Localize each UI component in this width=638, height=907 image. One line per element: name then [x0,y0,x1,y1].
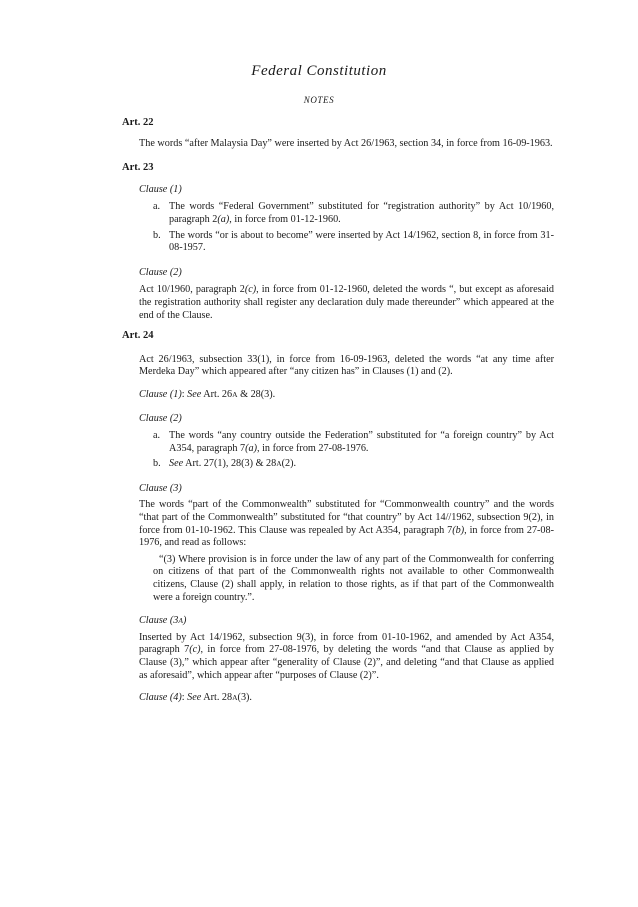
art-22-note: The words “after Malaysia Day” were inserted by Act 26/1963, section 34, in force from 16-09-1963. [139,137,553,149]
art-23-clause-1-label: Clause (1) [139,183,182,195]
art-23-clause-1-list [153,201,554,254]
list-marker: b. [153,229,161,241]
art-24-clause-3a-note: Inserted by Act 14/1962, subsection 9(3), in force from 01-10-1962, and amended by Act A354, paragraph 7(c), in force from 27-08-1976, by deleting the words “and that Clause as applied by Clause (3),” which appear after “generality of Clause (2)”, and deleting “and that Clause as applied as aforesaid”, which appear after “purposes of Clause (2)”. [139,631,554,681]
art-23-heading: Art. 23 [122,162,154,174]
art-24-clause-2-list [153,430,554,471]
art-24-heading: Art. 24 [122,330,154,342]
art-22-heading: Art. 22 [122,117,154,128]
notes-heading: NOTES [303,95,335,105]
art-23-clause-2-label: Clause (2) [139,266,182,278]
repealed-clause-quote: “(3) Where provision is in force under the law of any part of the Commonwealth for conferring on citizens of that part of the Commonwealth rights not available to other Commonwealth citizens, Clause (2) shall apply, in relation to those rights, as if that part of the Commonwealth were a foreign country.”. [153,553,554,603]
list-item-text: The words “any country outside the Federation” substituted for “a foreign country” by Act A354, paragraph 7(a), in force from 27-08-1976. [169,430,554,454]
list-item [153,201,554,226]
list-item [153,230,554,255]
art-24-clause-2-label: Clause (2) [139,412,182,424]
list-marker: a. [153,201,161,213]
list-item-text: See Art. 27(1), 28(3) & 28A(2). [169,458,297,470]
list-item [153,430,554,455]
running-title: Federal Constitution [251,63,387,79]
art-23-clause-2-note: Act 10/1960, paragraph 2(c), in force from 01-12-1960, deleted the words “, but except as aforesaid the registration authority shall register any declaration duly made thereunder” which appeared at the end of the Clause. [139,284,555,321]
art-24-clause-1-note: Clause (1): See Art. 26A & 28(3). [139,388,276,400]
art-24-clause-3a-label: Clause (3A) [139,615,187,627]
list-item [153,458,554,471]
notes-content [122,117,554,705]
art-24-intro: Act 26/1963, subsection 33(1), in force from 16-09-1963, deleted the words “at any time after Merdeka Day” which appeared after “any citizen has” in Clauses (1) and (2). [139,353,554,378]
list-item-text: The words “Federal Government” substituted for “registration authority” by Act 10/1960, paragraph 2(a), in force from 01-12-1960. [169,201,554,225]
list-item-text: The words “or is about to become” were inserted by Act 14/1962, section 8, in force from 31-08-1957. [169,229,554,254]
list-marker: b. [153,458,161,470]
list-marker: a. [153,430,161,442]
art-24-clause-4-note: Clause (4): See Art. 28A(3). [139,692,252,704]
art-24-clause-3-label: Clause (3) [139,482,182,494]
art-24-clause-3-note: The words “part of the Commonwealth” substituted for “Commonwealth country” and the words “that part of the Commonwealth” substituted for “that country” by Act 14//1962, subsection 9(2), in force from 01-10-1962. This Clause was repealed by Act A354, paragraph 7(b), in force from 27-08-1976, and read as follows: [139,499,555,549]
